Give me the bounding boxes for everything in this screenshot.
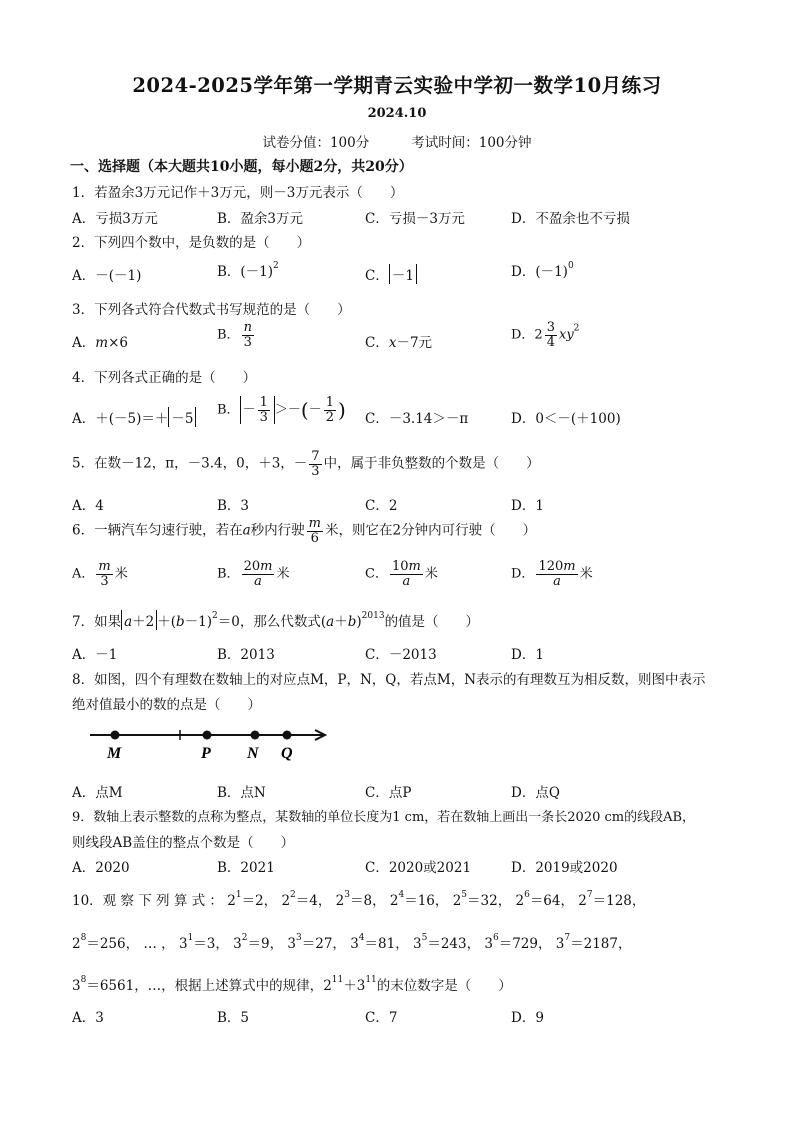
q10-option-c: C．7 (365, 1010, 398, 1026)
q10-option-a: A．3 (72, 1010, 104, 1026)
q6-option-d: D． $\frac{120m}{a}$ 米 (511, 559, 593, 589)
question-6: 6．一辆汽车匀速行驶，若在a秒内行驶 $\frac{m}{6}$ 米，则它在2分钟内可行驶（ ） (72, 516, 537, 546)
q10-option-d: D．9 (511, 1010, 544, 1026)
question-3: 3．下列各式符合代数式书写规范的是（ ） (72, 302, 351, 318)
section-heading: 一、选择题（本大题共10小题，每小题2分，共20分） (70, 159, 413, 175)
q1-option-a: A．亏损3万元 (72, 211, 158, 227)
q5-option-c: C．2 (365, 498, 398, 514)
q2-option-b: B．$(-1)^2$ (217, 261, 279, 280)
q2-option-c: C． －1 (365, 264, 417, 284)
question-10-line2: $2^8=256$， … ， $3^1=3$， $3^2=9$， $3^3=27$， $3^4=81$， $3^5=243$， $3^6=729$， $3^7=2187$， (72, 933, 632, 952)
q7-option-c: C．－2013 (365, 647, 437, 663)
label-p: P (201, 745, 211, 762)
q4-option-d: D．0＜－(＋100) (511, 411, 621, 427)
q3-option-c: C．x－7元 (365, 335, 433, 351)
q8-option-c: C．点P (365, 785, 412, 801)
q1-option-d: D．不盈余也不亏损 (511, 211, 630, 227)
question-1: 1．若盈余3万元记作＋3万元，则－3万元表示（ ） (72, 185, 404, 201)
q9-option-d: D．2019或2020 (511, 860, 618, 876)
q4-option-b: B． － $\frac{1}{3}$ ＞－(－ $\frac{1}{2}$ ) (217, 395, 346, 425)
question-9-line2: 则线段AB盖住的整点个数是（ ） (72, 835, 295, 851)
q3-option-d: D．2 $\frac{3}{4}$ $xy^2$ (511, 320, 580, 350)
q10-option-b: B．5 (217, 1010, 250, 1026)
q8-option-b: B．点N (217, 785, 266, 801)
point-q (283, 731, 292, 740)
q9-option-b: B．2021 (217, 860, 275, 876)
question-10-line3: $3^8=6561$，…，根据上述算式中的规律，$2^{11}+3^{11}$的末位数字是（ ） (72, 975, 512, 994)
q3-option-b: B． $\frac{n}{3}$ (217, 320, 252, 350)
question-9-line1: 9．数轴上表示整数的点称为整点，某数轴的单位长度为1 cm，若在数轴上画出一条长2020 cm的线段AB， (72, 810, 696, 825)
label-q: Q (281, 745, 293, 762)
q6-option-b: B． $\frac{20m}{a}$ 米 (217, 559, 290, 589)
q5-option-a: A．4 (72, 498, 104, 514)
time-info: 考试时间：100分钟 (411, 135, 532, 151)
point-p (203, 731, 212, 740)
q2-option-a: A．－(－1) (72, 268, 142, 284)
q7-option-b: B．2013 (217, 647, 275, 663)
q1-option-b: B．盈余3万元 (217, 211, 304, 227)
number-line-figure (85, 722, 335, 767)
question-10-line1: 10．观 察 下 列 算 式 ： $2^1=2$， $2^2=4$， $2^3=8$， $2^4=16$， $2^5=32$， $2^6=64$， $2^7=128$， (72, 890, 646, 909)
q7-option-d: D．1 (511, 647, 544, 663)
q8-option-a: A．点M (72, 785, 123, 801)
q4-option-c: C．－3.14＞－π (365, 411, 469, 427)
q2-option-d: D．$(-1)^0$ (511, 261, 574, 280)
label-m: M (107, 745, 122, 762)
question-4: 4．下列各式正确的是（ ） (72, 370, 257, 386)
point-n (251, 731, 260, 740)
q3-option-a: A．m×6 (72, 335, 128, 351)
exam-meta (0, 131, 794, 151)
question-7: 7．如果 $a+2 +(b-1)^2=0$，那么代数式$(a+b)^{2013}$的值是（ ） (72, 611, 480, 630)
q5-option-b: B．3 (217, 498, 250, 514)
question-8-line1: 8．如图，四个有理数在数轴上的对应点M，P，N，Q，若点M，N表示的有理数互为相反数，则图中表示 (72, 672, 706, 688)
q9-option-a: A．2020 (72, 860, 130, 876)
q4-option-a: A．＋(－5)＝＋ －5 (72, 407, 196, 427)
score-info: 试卷分值：100分 (262, 135, 370, 151)
question-2: 2．下列四个数中，是负数的是（ ） (72, 235, 311, 251)
exam-date: 2024.10 (367, 106, 427, 121)
q1-option-c: C．亏损－3万元 (365, 211, 465, 227)
point-m (111, 731, 120, 740)
q5-option-d: D．1 (511, 498, 544, 514)
q6-option-c: C． $\frac{10m}{a}$ 米 (365, 559, 438, 589)
q7-option-a: A．－1 (72, 647, 118, 663)
q6-option-a: A． $\frac{m}{3}$ 米 (72, 559, 128, 589)
question-8-line2: 绝对值最小的数的点是（ ） (72, 697, 261, 713)
label-n: N (247, 745, 259, 762)
page-title: 2024-2025学年第一学期青云实验中学初一数学10月练习 (132, 74, 662, 97)
q9-option-c: C．2020或2021 (365, 860, 472, 876)
q8-option-d: D．点Q (511, 785, 560, 801)
question-5: 5．在数－12，π，－3.4，0，＋3，－ $\frac{7}{3}$ 中，属于非负整数的个数是（ ） (72, 449, 540, 479)
